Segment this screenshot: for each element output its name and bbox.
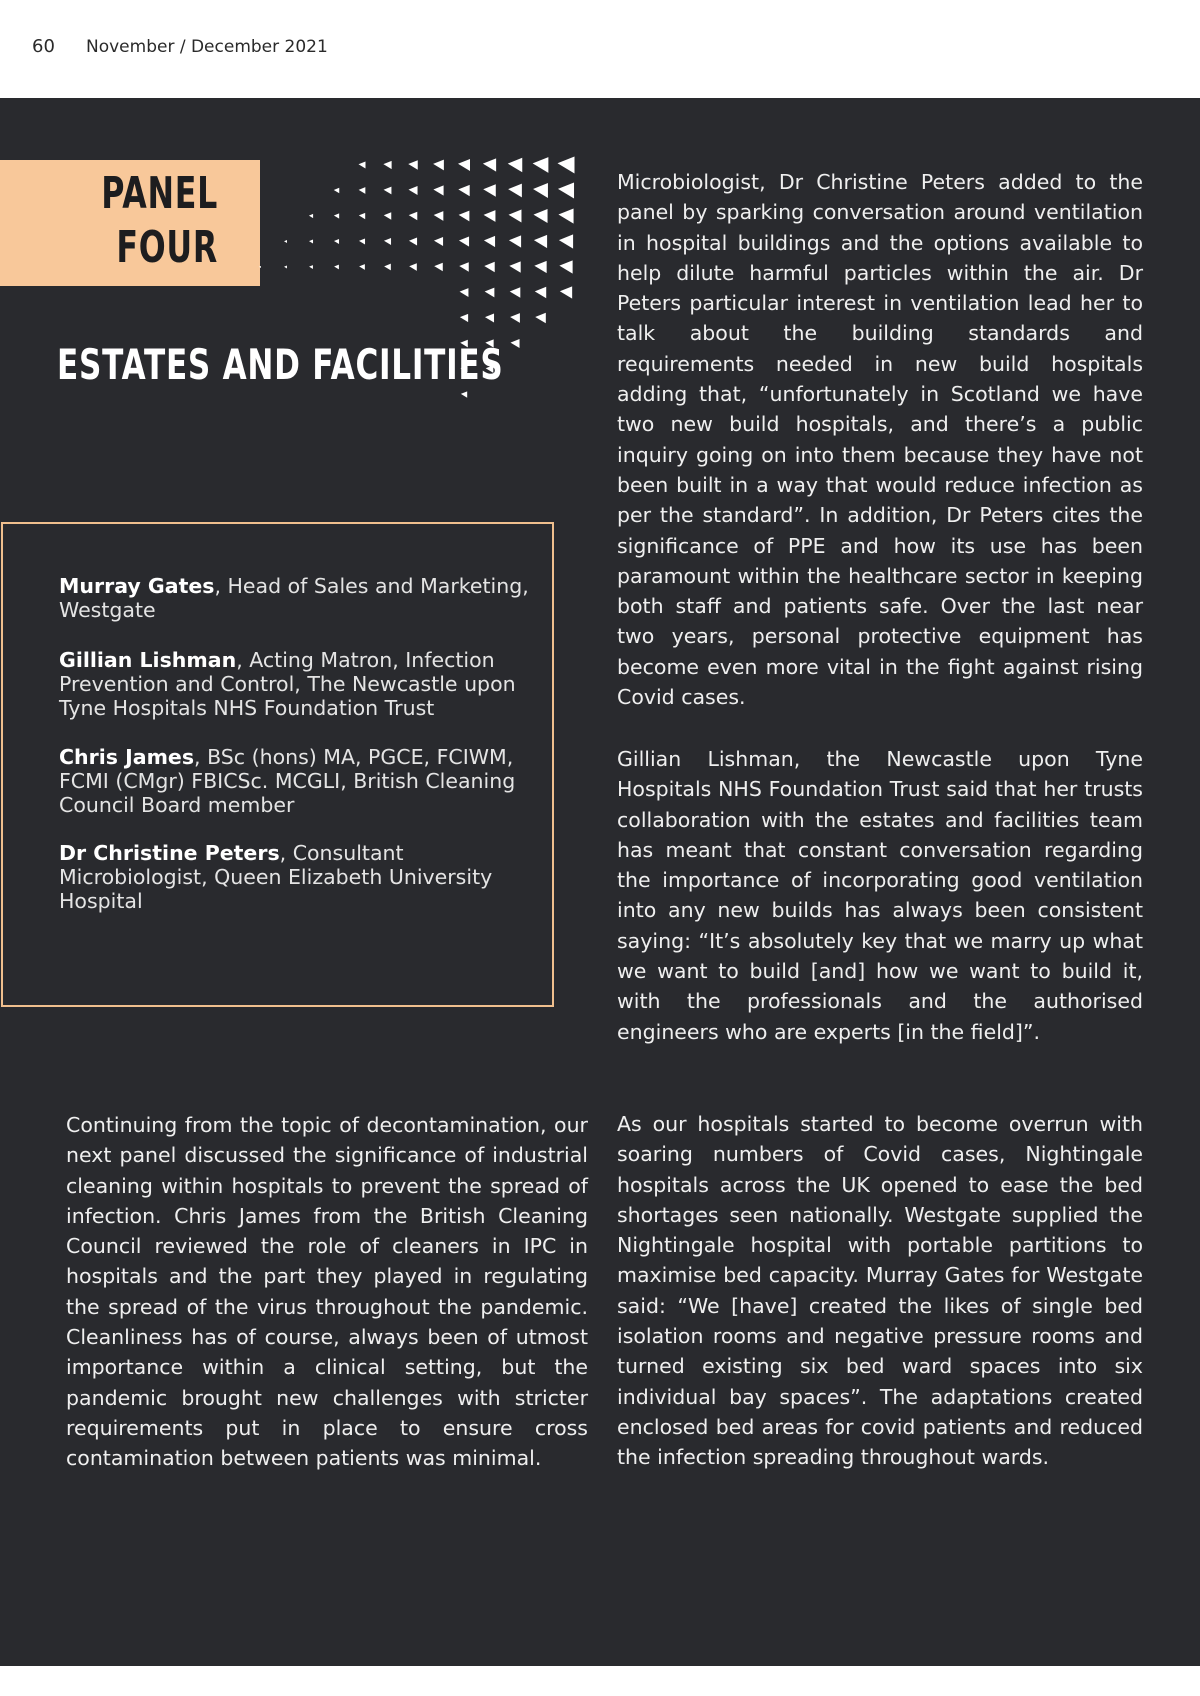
pattern-triangle: [409, 263, 417, 271]
pattern-triangle: [309, 239, 313, 243]
pattern-triangle: [384, 187, 392, 195]
pattern-triangle: [484, 210, 496, 222]
pattern-triangle: [458, 159, 470, 171]
pattern-triangle: [533, 157, 549, 173]
pattern-triangle: [485, 288, 495, 298]
pattern-triangle: [558, 182, 574, 198]
pattern-triangle: [559, 260, 572, 273]
pattern-triangle: [359, 187, 366, 194]
pattern-triangle: [458, 185, 469, 196]
pattern-triangle: [409, 237, 417, 245]
speaker-entry: [59, 745, 539, 817]
pattern-triangle: [359, 162, 366, 169]
pattern-triangle: [359, 264, 365, 270]
speakers-panel: [1, 522, 554, 1007]
pattern-triangle: [535, 313, 546, 324]
section-title: ESTATES AND FACILITIES: [57, 340, 504, 389]
pattern-triangle: [309, 214, 313, 218]
speaker-role: , BSc (hons) MA, PGCE, FCIWM, FCMI (CMgr) FBICSc. MCGLI, British Cleaning Council Board member: [59, 745, 516, 817]
pattern-triangle: [384, 238, 391, 245]
pattern-triangle: [558, 208, 573, 223]
panel-tag: [0, 160, 260, 286]
pattern-triangle: [409, 212, 418, 221]
pattern-triangle: [284, 240, 287, 243]
pattern-triangle: [459, 211, 470, 222]
pattern-triangle: [334, 213, 339, 218]
pattern-triangle: [510, 313, 520, 323]
pattern-triangle: [483, 158, 496, 171]
decorative-triangle-pattern: [250, 155, 595, 495]
speaker-role: , Consultant Microbiologist, Queen Elizabeth University Hospital: [59, 841, 493, 913]
pattern-triangle: [359, 213, 365, 219]
pattern-triangle: [334, 188, 340, 194]
pattern-triangle: [508, 184, 522, 198]
pattern-triangle: [461, 391, 467, 397]
pattern-triangle: [509, 210, 522, 223]
issue-date: November / December 2021: [86, 37, 328, 57]
pattern-triangle: [434, 211, 444, 221]
pattern-triangle: [535, 287, 546, 298]
speaker-name: Chris James: [59, 745, 195, 769]
pattern-triangle: [510, 287, 521, 298]
pattern-triangle: [408, 186, 417, 195]
pattern-triangle: [460, 314, 468, 322]
pattern-triangle: [460, 288, 469, 297]
pattern-triangle: [559, 234, 573, 248]
pattern-triangle: [558, 157, 575, 174]
pattern-triangle: [484, 262, 494, 272]
page-number: 60: [32, 36, 55, 57]
pattern-triangle: [483, 184, 496, 197]
speaker-role: , Acting Matron, Infection Prevention and Control, The Newcastle upon Tyne Hospitals NHS Foundation Trust: [59, 648, 516, 720]
panel-tag-line2: FOUR: [116, 222, 218, 273]
pattern-triangle: [433, 185, 443, 195]
pattern-triangle: [484, 236, 495, 247]
pattern-triangle: [383, 161, 391, 169]
pattern-triangle: [509, 261, 520, 272]
pattern-triangle: [334, 265, 339, 270]
pattern-triangle: [434, 237, 443, 246]
panel-tag-line1: PANEL: [101, 168, 218, 219]
pattern-triangle: [485, 313, 494, 322]
pattern-triangle: [434, 263, 443, 272]
speaker-name: Murray Gates: [59, 574, 215, 598]
pattern-triangle: [309, 265, 313, 269]
pattern-triangle: [534, 235, 547, 248]
pattern-triangle: [359, 238, 365, 244]
article-paragraph: Microbiologist, Dr Christine Peters added to the panel by sparking conversation around ventilation in hospital buildings and the options available to help dilute harmful particles within the air. Dr Peters particular interest in ventilation lead her to talk about the building standards and requirements needed in new build hospitals adding that, “unfortunately in Scotland we have two new build hospitals, and there’s a public inquiry going on into them because they have not been built in a way that would reduce infection as per the standard”. In addition, Dr Peters cites the significance of PPE and how its use has been paramount within the healthcare sector in keeping both staff and patients safe. Over the last near two years, personal protective equipment has become even more vital in the fight against rising Covid cases.: [617, 170, 1143, 710]
pattern-triangle: [433, 160, 444, 171]
pattern-triangle: [334, 239, 339, 244]
pattern-triangle: [508, 158, 523, 173]
speaker-entry: [59, 648, 539, 720]
pattern-triangle: [384, 212, 391, 219]
pattern-triangle: [533, 183, 548, 198]
pattern-triangle: [459, 262, 469, 272]
page-header: [0, 0, 1200, 98]
pattern-triangle: [534, 261, 546, 273]
article-paragraph: Continuing from the topic of decontamination, our next panel discussed the significance of industrial cleaning within hospitals to prevent the spread of infection. Chris James from the British Cleaning Council reviewed the role of cleaners in IPC in hospitals and the part they played in regulating the spread of the virus throughout the pandemic. Cleanliness has of course, always been of utmost importance within a clinical setting, but the pandemic brought new challenges with stricter requirements put in place to ensure cross contamination between patients was minimal.: [66, 1113, 588, 1471]
speaker-entry: [59, 574, 539, 622]
pattern-triangle: [459, 236, 469, 246]
pattern-triangle: [408, 160, 418, 170]
article-paragraph: Gillian Lishman, the Newcastle upon Tyne Hospitals NHS Foundation Trust said that her trusts collaboration with the estates and facilities team has meant that constant conversation regarding the importance of incorporating good ventilation into any new builds has always been consistent saying: “It’s absolutely key that we marry up what we want to build [and] how we want to build it, with the professionals and the authorised engineers who are experts [in the field]”.: [617, 747, 1143, 1044]
article-paragraph: As our hospitals started to become overrun with soaring numbers of Covid cases, Nightingale hospitals across the UK opened to ease the bed shortages seen nationally. Westgate supplied the Nightingale hospital with portable partitions to maximise bed capacity. Murray Gates for Westgate said: “We [have] created the likes of single bed isolation rooms and negative pressure rooms and turned existing six bed ward spaces into six individual bay spaces”. The adaptations created enclosed bed areas for covid patients and reduced the infection spreading throughout wards.: [617, 1112, 1143, 1470]
pattern-triangle: [384, 264, 391, 271]
page-footer-strip: [0, 1666, 1200, 1696]
pattern-triangle: [284, 266, 287, 269]
pattern-triangle: [259, 266, 261, 268]
pattern-triangle: [510, 339, 519, 348]
pattern-triangle: [533, 209, 547, 223]
speaker-name: Dr Christine Peters: [59, 841, 280, 865]
speaker-entry: [59, 841, 539, 913]
pattern-triangle: [509, 235, 521, 247]
speaker-role: , Head of Sales and Marketing, Westgate: [59, 574, 529, 622]
speaker-name: Gillian Lishman: [59, 648, 237, 672]
pattern-triangle: [560, 286, 572, 298]
